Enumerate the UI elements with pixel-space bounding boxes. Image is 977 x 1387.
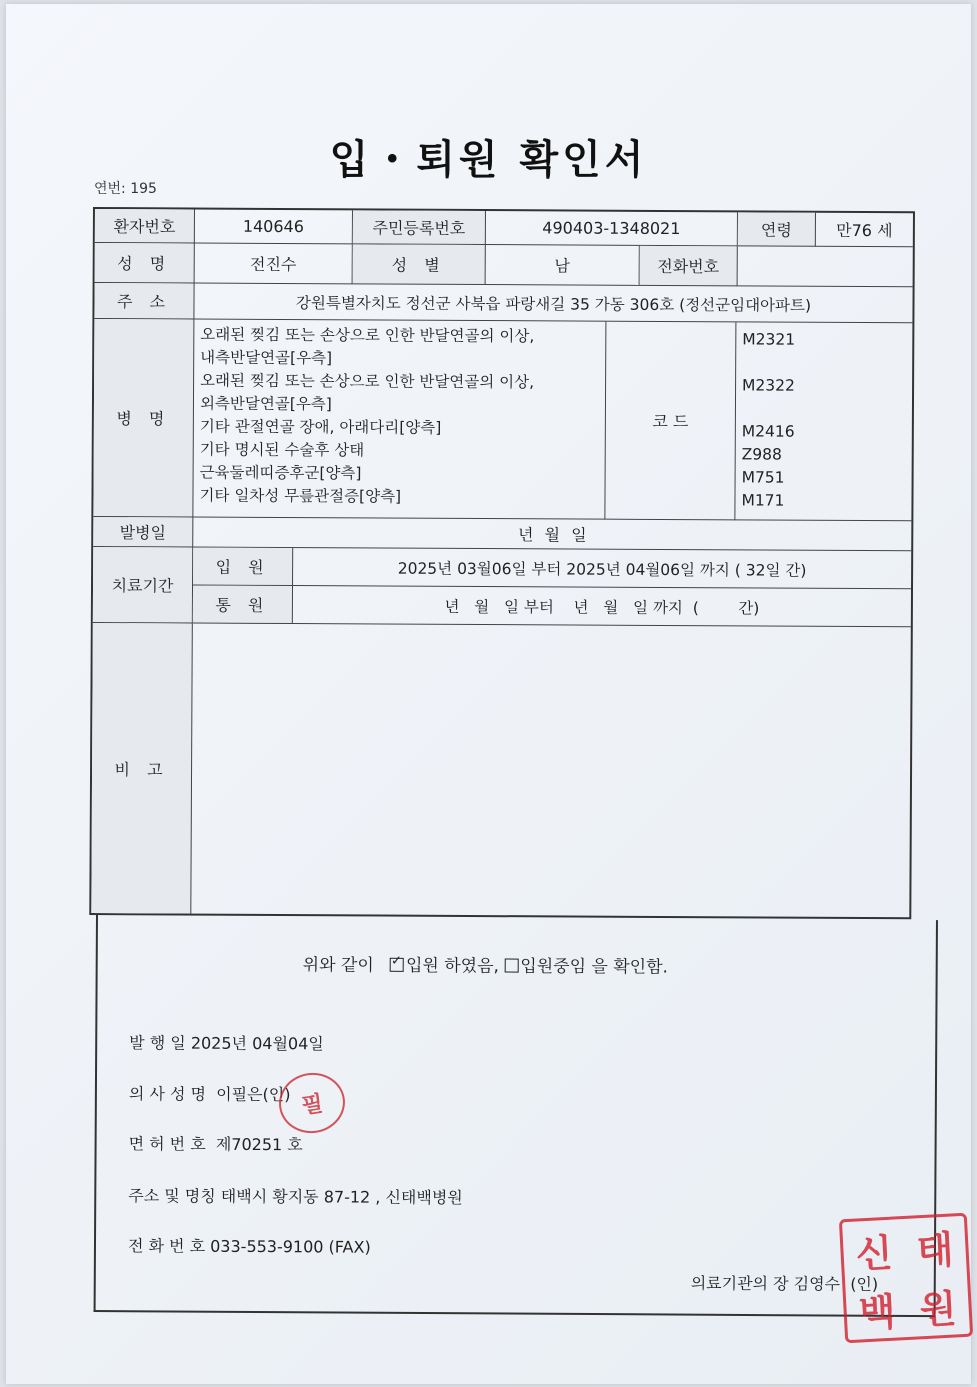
- checkbox-checked-icon: [390, 958, 404, 972]
- doctor-label: 의 사 성 명: [128, 1084, 207, 1104]
- rrn-label: 주민등록번호: [353, 210, 486, 245]
- code-item: M2321: [742, 330, 796, 349]
- confirm-option-inpatient: 입원중임: [520, 956, 587, 977]
- outpatient-period: 년 월 일 부터 년 월 일 까지 ( 간): [293, 586, 911, 627]
- license-label: 면 허 번 호: [128, 1134, 206, 1154]
- serial-number: 연번: 195: [94, 181, 157, 197]
- name-label: 성 명: [95, 243, 195, 284]
- remarks-value: [191, 624, 911, 918]
- patient-id: 140646: [195, 210, 353, 245]
- hospital-seal-char: 태: [915, 1227, 955, 1274]
- diagnosis-line: 오래된 찢김 또는 손상으로 인한 반달연골의 이상,: [200, 325, 535, 346]
- outpatient-label: 통 원: [193, 586, 293, 625]
- confirmation-section: [94, 915, 938, 1317]
- diagnosis-line: 기타 일차성 무릎관절증[양측]: [199, 486, 402, 506]
- phone-label: 전화번호: [640, 246, 738, 287]
- info-table: [89, 207, 915, 919]
- doctor-name: 이필은: [216, 1084, 263, 1105]
- inpatient-label: 입 원: [193, 548, 293, 587]
- doctor-row: [129, 1081, 291, 1105]
- issue-date-row: [129, 1030, 324, 1054]
- institution-value: 태백시 황지동 87-12 , 신태백병원: [220, 1186, 463, 1208]
- document-title: 입・퇴원 확인서: [329, 137, 648, 183]
- diagnosis-line: 기타 명시된 수술후 상태: [199, 440, 365, 460]
- hospital-seal-stamp: [839, 1213, 973, 1344]
- diagnosis-line: 기타 관절연골 장애, 아래다리[양측]: [199, 417, 442, 437]
- checkbox-empty-icon: [504, 958, 518, 972]
- confirm-prefix: 위와 같이: [302, 955, 374, 976]
- remarks-label: 비 고: [91, 623, 193, 914]
- doctor-seal-mark: (인): [262, 1085, 291, 1105]
- code-item: Z988: [741, 445, 782, 464]
- diagnosis-label: 병 명: [93, 319, 194, 518]
- sex-label: 성 별: [353, 244, 486, 285]
- doctor-seal-char: 필: [300, 1091, 325, 1119]
- head-label: 의료기관의 장: [690, 1273, 789, 1294]
- confirm-suffix: 을 확인함.: [591, 957, 669, 978]
- address-value: 강원특별자치도 정선군 사북읍 파랑새길 35 가동 306호 (정선군임대아파트): [194, 284, 912, 324]
- institution-label: 주소 및 명칭: [128, 1186, 216, 1206]
- address-label: 주 소: [94, 283, 194, 320]
- phone-value: [738, 246, 913, 287]
- diagnosis-line: 내측반달연골[우측]: [200, 348, 333, 368]
- diagnosis-line: 근육둘레띠증후군[양측]: [199, 463, 362, 483]
- hospital-seal-char: 백: [857, 1289, 897, 1336]
- age-label: 연령: [738, 212, 816, 246]
- institution-phone-label: 전 화 번 호: [127, 1236, 206, 1256]
- code-item: M2416: [741, 422, 795, 441]
- institution-phone: 033-553-9100 (FAX): [210, 1236, 371, 1257]
- issue-date-label: 발 행 일: [129, 1033, 186, 1053]
- hospital-seal-char: 신: [854, 1230, 894, 1277]
- patient-id-label: 환자번호: [95, 209, 195, 244]
- code-item: M2322: [742, 376, 795, 395]
- sex-value: 남: [486, 245, 640, 286]
- onset-label: 발병일: [93, 517, 193, 548]
- code-item: M171: [741, 491, 785, 510]
- onset-value: 년 월 일: [193, 518, 911, 552]
- code-item: M751: [741, 468, 785, 487]
- head-seal-mark: (인): [850, 1274, 879, 1294]
- license-number: 제70251 호: [215, 1134, 303, 1155]
- inpatient-period: 2025년 03월06일 부터 2025년 04월06일 까지 ( 32일 간): [293, 548, 911, 589]
- rrn-value: 490403-1348021: [486, 211, 738, 246]
- institution-row: [128, 1183, 463, 1208]
- issue-date: 2025년 04월04일: [190, 1033, 324, 1054]
- confirmation-statement: [303, 950, 668, 977]
- head-name: 김영수: [793, 1274, 841, 1294]
- patient-name: 전진수: [195, 244, 353, 285]
- age-value: 만76 세: [816, 213, 913, 248]
- license-row: [129, 1131, 303, 1155]
- diagnosis-line: 외측반달연골[우측]: [199, 394, 332, 414]
- confirm-option-admitted: 입원 하였음,: [405, 955, 499, 977]
- code-label: 코 드: [605, 322, 736, 521]
- phone-row: [128, 1233, 371, 1257]
- diagnosis-list: [199, 324, 610, 510]
- hospital-seal-char: 원: [918, 1286, 958, 1333]
- treatment-label: 치료기간: [93, 547, 193, 624]
- diagnosis-line: 오래된 찢김 또는 손상으로 인한 반달연골의 이상,: [200, 371, 535, 392]
